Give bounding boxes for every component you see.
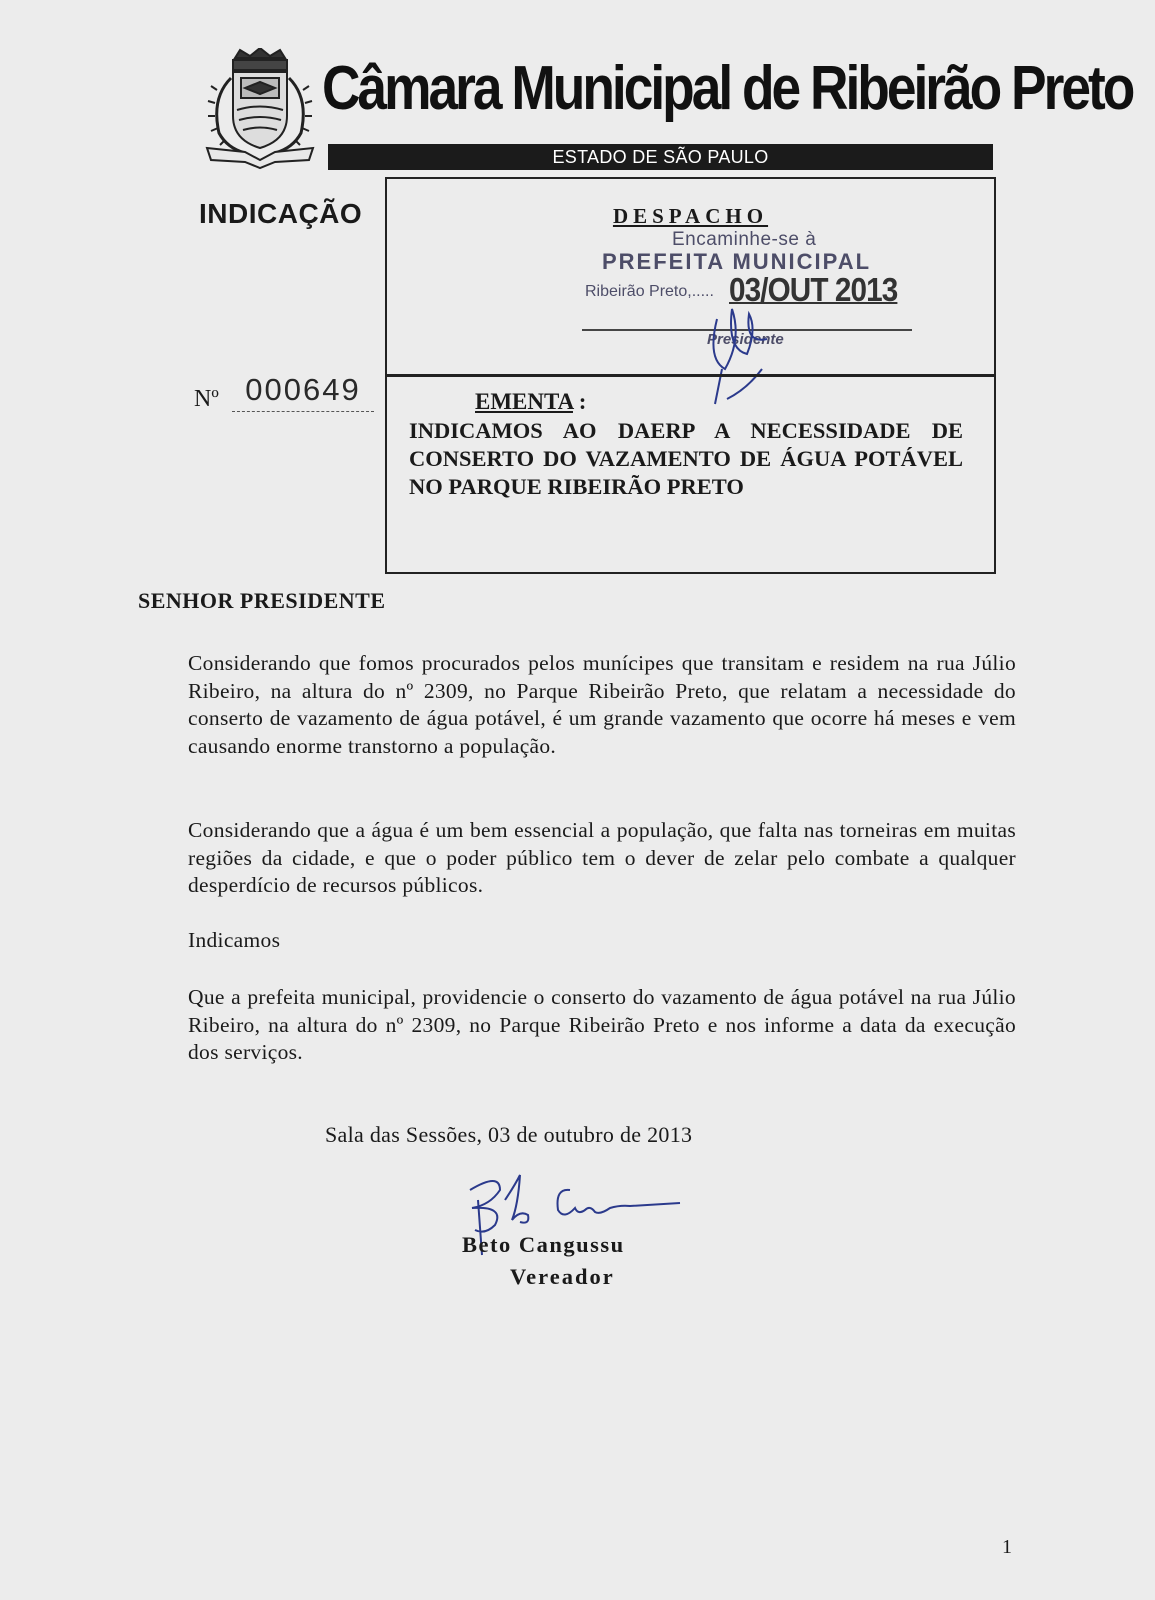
page-number: 1 [1002,1536,1012,1558]
coat-of-arms-icon [205,48,315,170]
stamp-city: Ribeirão Preto,..... [585,283,714,300]
despacho-ementa-box [385,177,996,574]
number-underline [232,411,374,412]
despacho-title: DESPACHO [612,204,769,228]
paragraph-2: Considerando que a água é um bem essencial a população, que falta nas torneiras em muitas regiões da cidade, e que o poder público tem o dever de zelar pelo combate a qualquer desperdício de recursos públicos. [188,818,1016,897]
institution-title: Câmara Municipal de Ribeirão Preto [322,54,1133,123]
document-type-label: INDICAÇÃO [199,198,363,229]
stamp-date: 03/OUT 2013 [729,271,898,308]
ementa-text: INDICAMOS AO DAERP A NECESSIDADE DE CONSERTO DO VAZAMENTO DE ÁGUA POTÁVEL NO PARQUE RIBEIRÃO PRETO [409,418,963,499]
document-number [194,372,379,414]
paragraph-3: Indicamos [188,928,281,952]
number-label: Nº [194,386,219,412]
paragraph-1: Considerando que fomos procurados pelos munícipes que transitam e residem na rua Júlio Ribeiro, na altura do nº 2309, no Parque Ribeirão Preto, que relatam a necessidade do conserto de vazamento de água potável, é um grande vazamento que ocorre há meses e vem causando enorme transtorno a população. [188,651,1016,758]
stamp-forward-text: Encaminhe-se à [672,229,817,250]
number-value: 000649 [245,372,361,407]
signer-role: Vereador [510,1264,615,1289]
signer-name: Beto Cangussu [462,1232,625,1257]
ementa-label: EMENTA : [475,389,587,414]
place-and-date: Sala das Sessões, 03 de outubro de 2013 [325,1122,693,1147]
greeting: SENHOR PRESIDENTE [138,588,386,613]
president-signature-icon [687,299,807,409]
state-banner: ESTADO DE SÃO PAULO [328,144,993,170]
stamp-recipient: PREFEITA MUNICIPAL [602,249,872,274]
stamp-president-label: Presidente [707,331,784,348]
box-divider [387,374,994,377]
paragraph-4: Que a prefeita municipal, providencie o conserto do vazamento de água potável na rua Júlio Ribeiro, na altura do nº 2309, no Parque Ribeirão Preto e nos informe a data da execução dos serviços. [188,985,1016,1064]
